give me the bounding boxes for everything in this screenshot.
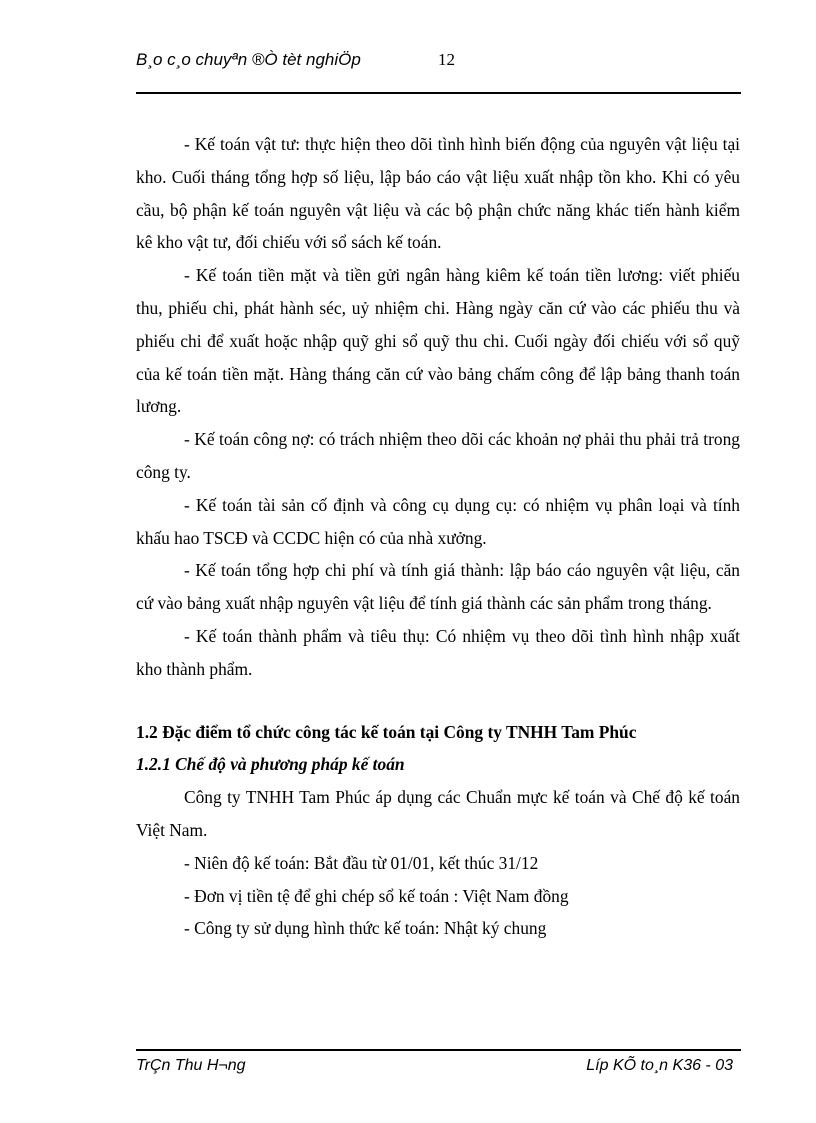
- footer-author: TrÇn Thu H¬ng: [136, 1057, 246, 1074]
- paragraph-debt-accounting: - Kế toán công nợ: có trách nhiệm theo dõi các khoản nợ phải thu phải trả trong công ty.: [136, 429, 740, 482]
- paragraph-bookkeeping-form: - Công ty sử dụng hình thức kế toán: Nhật ký chung: [184, 918, 547, 939]
- paragraph-currency: - Đơn vị tiền tệ để ghi chép sổ kế toán : Việt Nam đồng: [184, 885, 569, 906]
- paragraph-materials-accounting: - Kế toán vật tư: thực hiện theo dõi tình hình biến động của nguyên vật liệu tại kho. Cuối tháng tổng hợp số liệu, lập báo cáo vật liệu xuất nhập tồn kho. Khi có yêu cầu, bộ phận kế toán nguyên vật liệu và các bộ phận chức năng khác tiến hành kiểm kê kho vật tư, đối chiếu với sổ sách kế toán.: [136, 134, 740, 253]
- page-header: [136, 50, 741, 94]
- section-heading: 1.2 Đặc điểm tổ chức công tác kế toán tại Công ty TNHH Tam Phúc: [136, 721, 637, 742]
- page-footer: [136, 1049, 741, 1081]
- report-title: B¸o c¸o chuyªn ®Ò tèt nghiÖp: [136, 50, 361, 69]
- paragraph-finished-goods-accounting: - Kế toán thành phẩm và tiêu thụ: Có nhiệm vụ theo dõi tình hình nhập xuất kho thành phẩm.: [136, 625, 740, 679]
- page-number: 12: [438, 50, 455, 69]
- document-body: [136, 128, 740, 945]
- paragraph-cash-accounting: - Kế toán tiền mặt và tiền gửi ngân hàng kiêm kế toán tiền lương: viết phiếu thu, phiếu chi, phát hành séc, uỷ nhiệm chi. Hàng ngày căn cứ vào các phiếu thu và phiếu chi để xuất hoặc nhập quỹ ghi sổ quỹ thu chi. Cuối ngày đối chiếu với sổ quỹ của kế toán tiền mặt. Hàng tháng căn cứ vào bảng chấm công để lập bảng thanh toán lương.: [136, 265, 740, 417]
- subsection-heading: 1.2.1 Chế độ và phương pháp kế toán: [136, 754, 405, 775]
- footer-class: Líp KÕ to¸n K36 - 03: [586, 1057, 733, 1074]
- paragraph-standards: Công ty TNHH Tam Phúc áp dụng các Chuẩn mực kế toán và Chế độ kế toán Việt Nam.: [136, 787, 740, 840]
- paragraph-cost-accounting: - Kế toán tổng hợp chi phí và tính giá thành: lập báo cáo nguyên vật liệu, căn cứ vào bảng xuất nhập nguyên vật liệu để tính giá thành các sản phẩm trong tháng.: [136, 560, 740, 614]
- spacer: [136, 686, 740, 716]
- paragraph-fixed-assets-accounting: - Kế toán tài sản cố định và công cụ dụng cụ: có nhiệm vụ phân loại và tính khấu hao TSCĐ và CCDC hiện có của nhà xưởng.: [136, 494, 740, 548]
- paragraph-fiscal-year: - Niên độ kế toán: Bắt đầu từ 01/01, kết thúc 31/12: [184, 852, 539, 873]
